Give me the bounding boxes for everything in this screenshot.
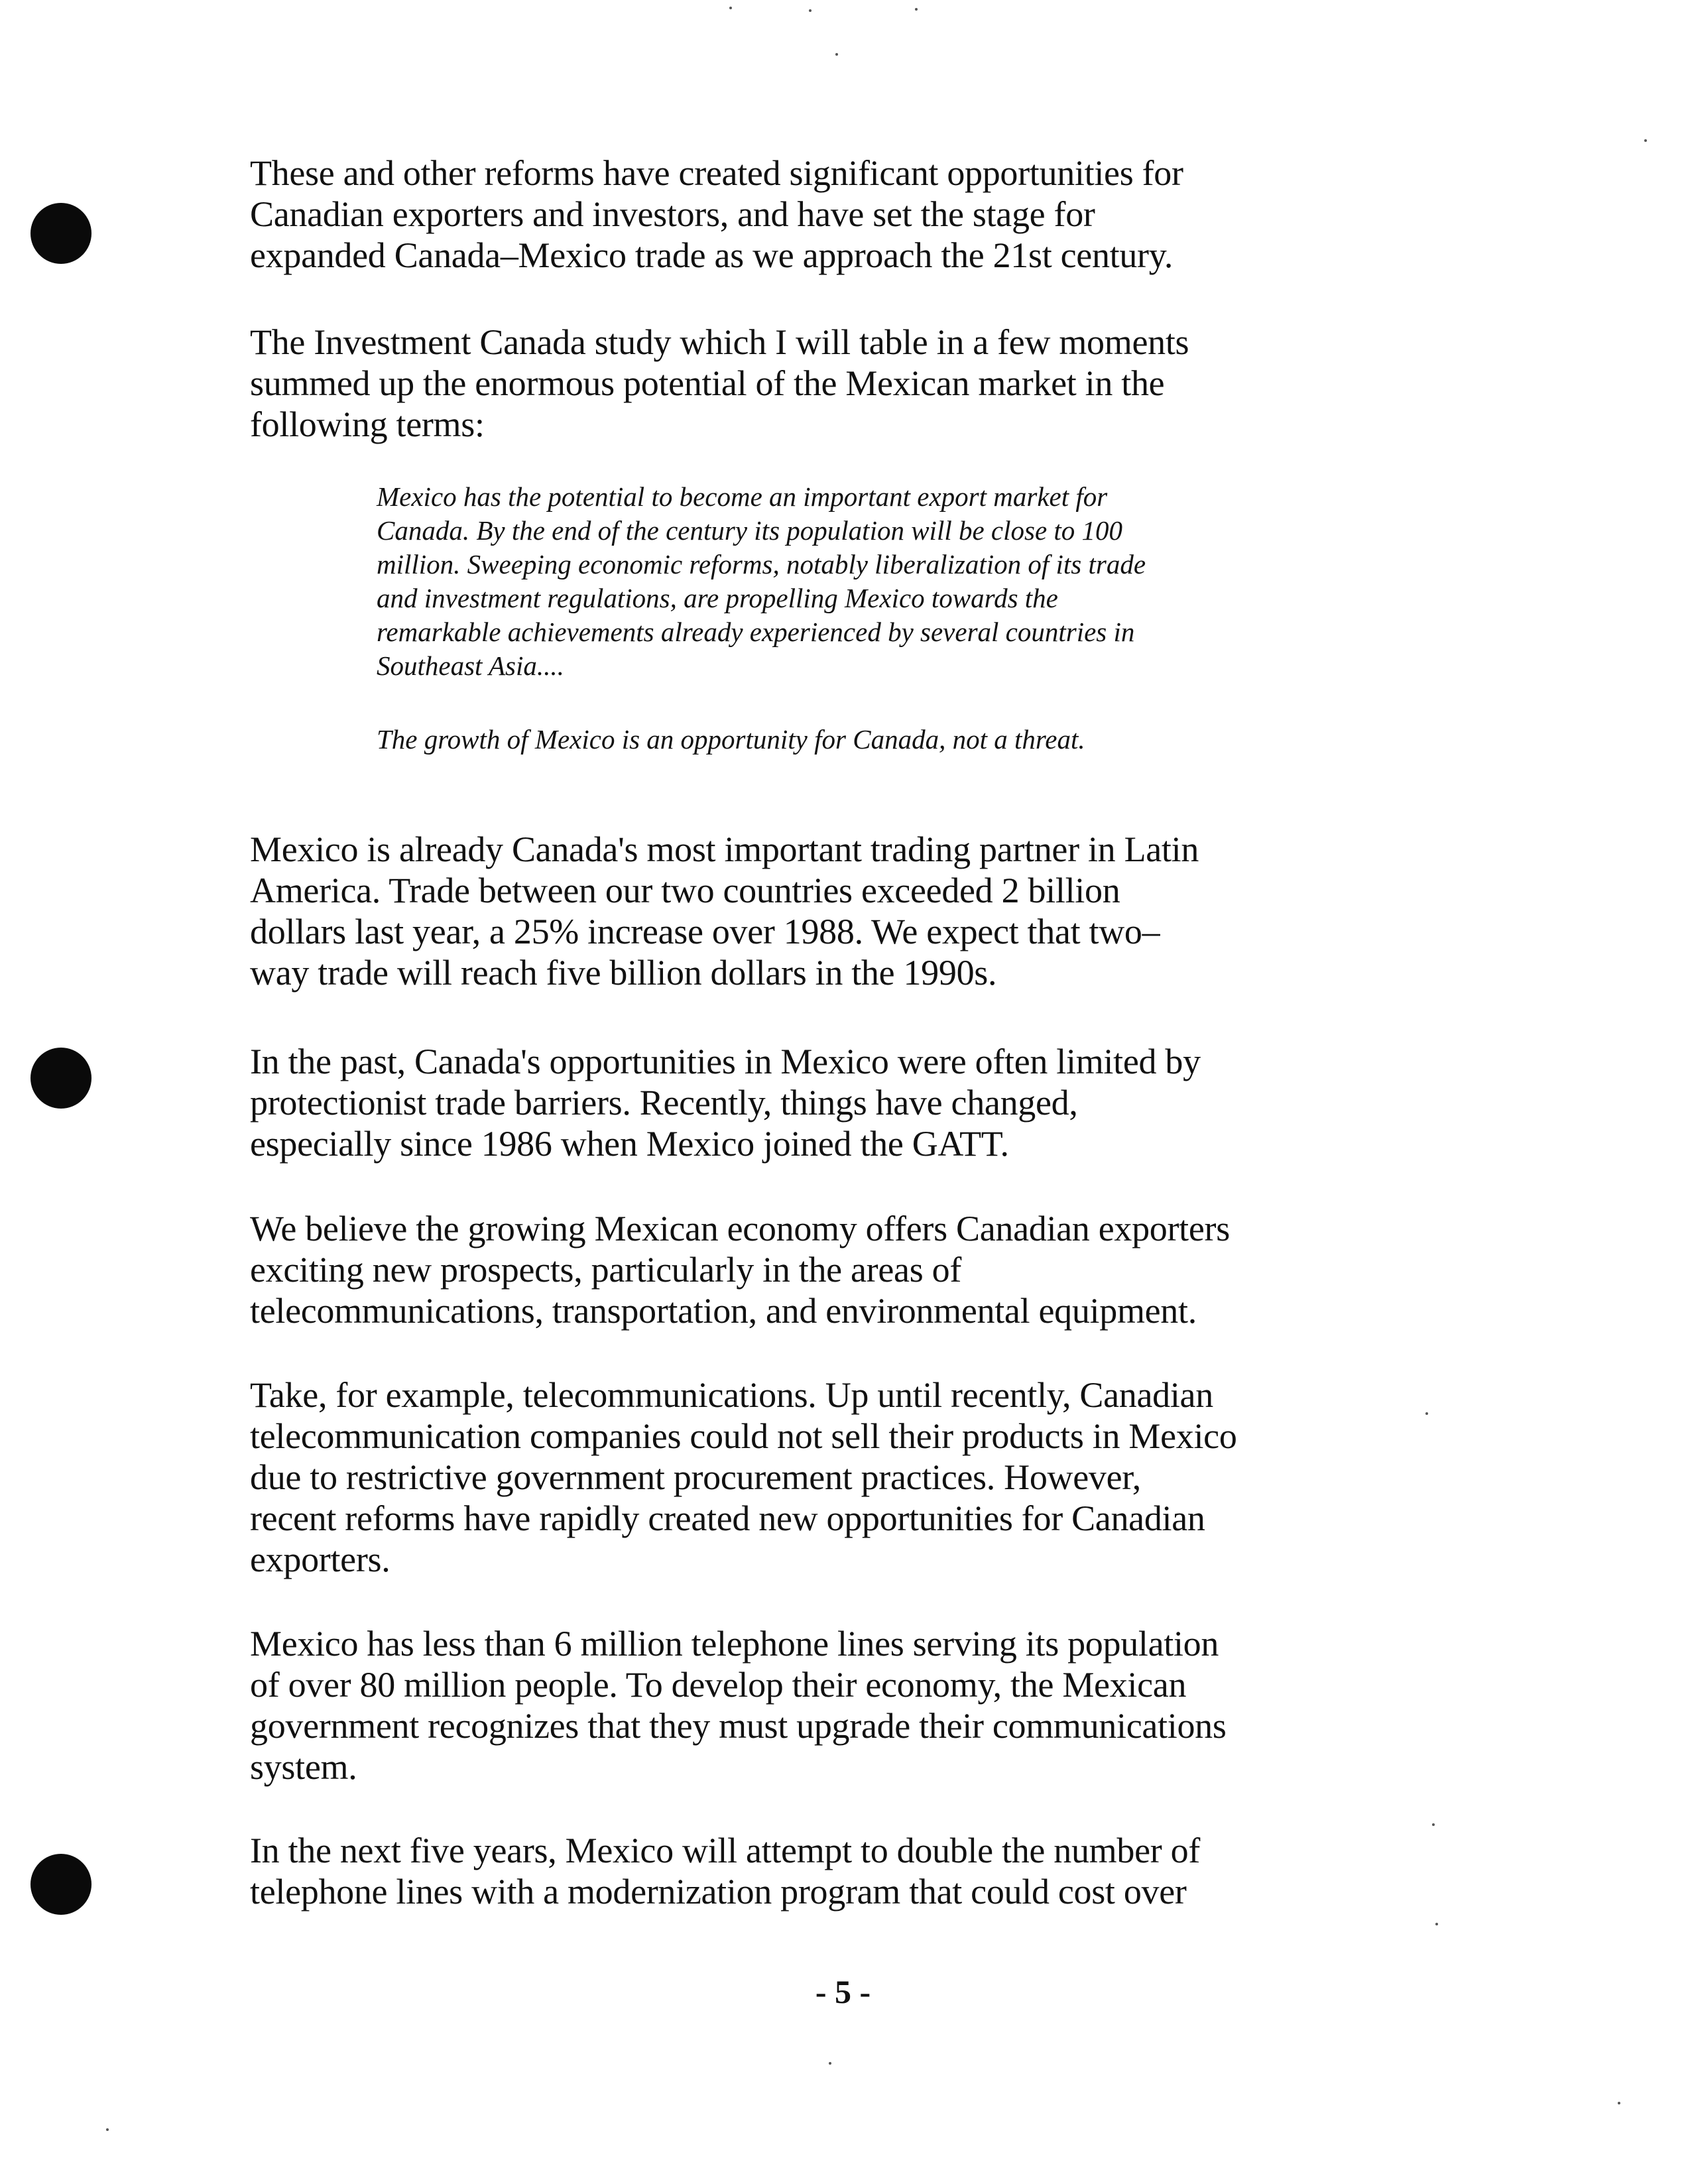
scan-speck xyxy=(1618,2102,1620,2104)
body-paragraph: We believe the growing Mexican economy offers Canadian exporters exciting new prospects, particularly in the areas of telecommunications, transportation, and environmental equipment. xyxy=(250,1209,1230,1331)
page-number: - 5 - xyxy=(815,1973,871,2010)
scan-speck xyxy=(1644,139,1647,142)
body-paragraph: The Investment Canada study which I will table in a few moments summed up the enormous potential of the Mexican market in the following terms: xyxy=(250,322,1189,444)
scan-speck xyxy=(835,53,838,56)
punch-hole xyxy=(30,1048,91,1109)
punch-hole xyxy=(30,1854,91,1915)
punch-hole xyxy=(30,203,91,264)
scan-speck xyxy=(915,8,918,11)
scan-speck xyxy=(106,2128,109,2131)
body-paragraph: Take, for example, telecommunications. Up until recently, Canadian telecommunication companies could not sell their products in Mexico due to restrictive government procurement practices. However, recent reforms have rapidly created new opportunities for Canadian exporters. xyxy=(250,1375,1237,1579)
body-paragraph: These and other reforms have created significant opportunities for Canadian exporters and investors, and have set the stage for expanded Canada–Mexico trade as we approach the 21st century. xyxy=(250,153,1183,275)
body-paragraph: In the past, Canada's opportunities in Mexico were often limited by protectionist trade barriers. Recently, things have changed, especially since 1986 when Mexico joined the GATT. xyxy=(250,1042,1201,1164)
body-paragraph: Mexico is already Canada's most important trading partner in Latin America. Trade between our two countries exceeded 2 billion dollars last year, a 25% increase over 1988. We expect that two– way trade will reach five billion dollars in the 1990s. xyxy=(250,829,1199,993)
block-quote: The growth of Mexico is an opportunity for Canada, not a threat. xyxy=(377,724,1085,755)
body-paragraph: Mexico has less than 6 million telephone lines serving its population of over 80 million people. To develop their economy, the Mexican government recognizes that they must upgrade their communications system. xyxy=(250,1624,1227,1787)
scan-speck xyxy=(729,7,732,9)
scan-speck xyxy=(1435,1923,1438,1925)
scan-speck xyxy=(829,2062,831,2065)
scan-speck xyxy=(1425,1412,1428,1415)
scan-speck xyxy=(809,9,812,12)
scan-speck xyxy=(1432,1823,1435,1826)
body-paragraph: In the next five years, Mexico will attempt to double the number of telephone lines with a modernization program that could cost over xyxy=(250,1831,1200,1911)
block-quote: Mexico has the potential to become an important export market for Canada. By the end of the century its population will be close to 100 million. Sweeping economic reforms, notably liberalization of its trade and investment regulations, are propelling Mexico towards the remarkable achievements already experienced by several countries in Southeast Asia.... xyxy=(377,481,1146,681)
